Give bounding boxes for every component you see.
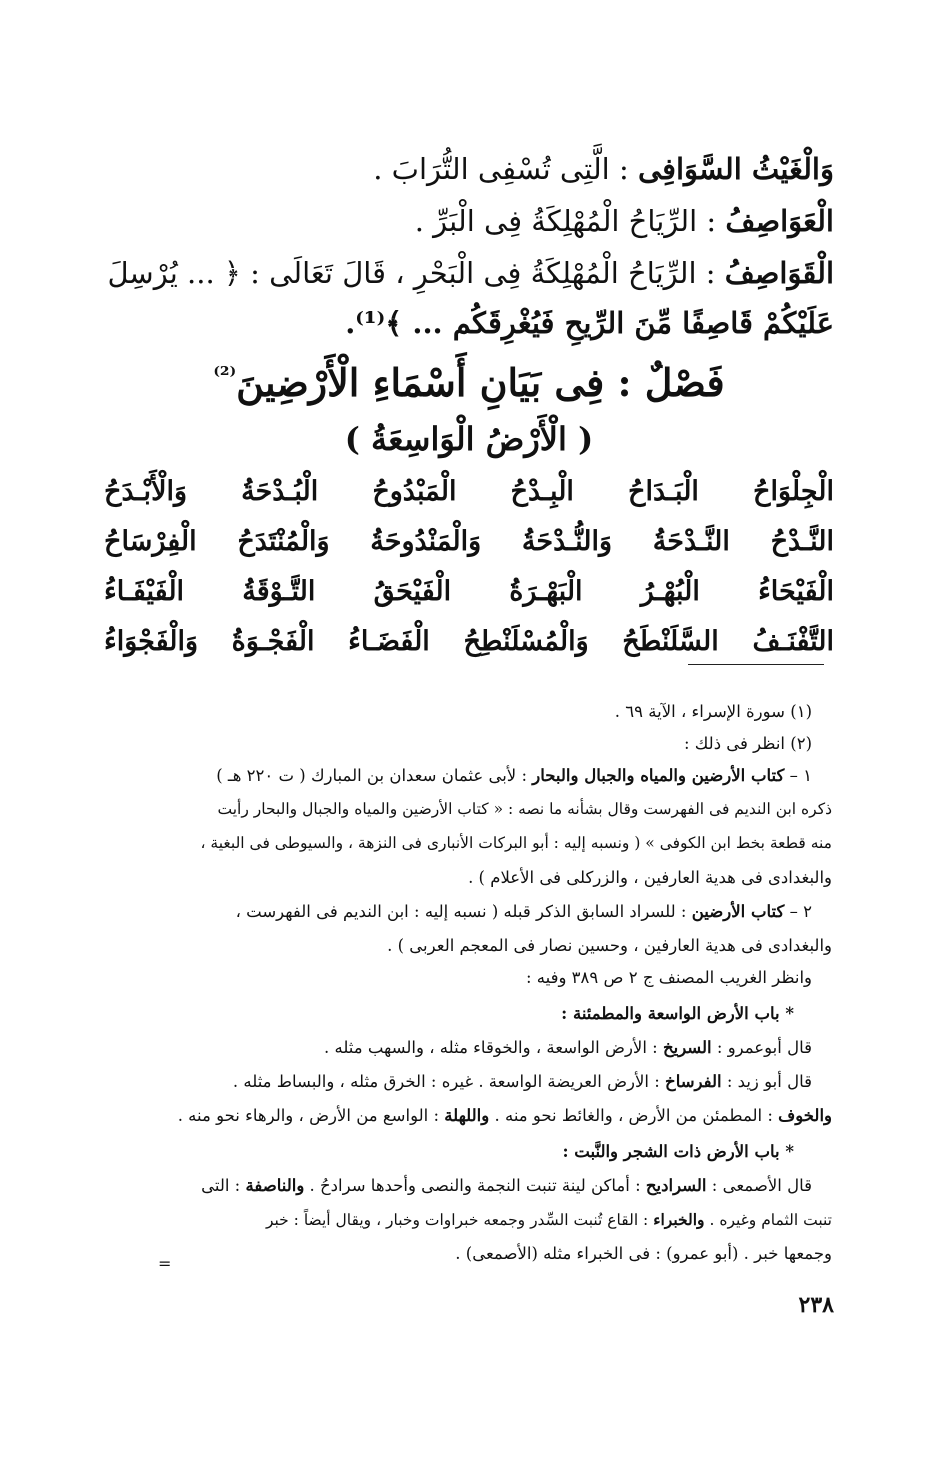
grid-word: وَالْمَنْدُوحَةُ — [370, 525, 482, 557]
quote-text: : التى — [201, 1176, 246, 1195]
footnote-text-line: والبغدادى فى هدية العارفين ، وحسين نصار فى المعجم العربى ) . — [387, 936, 832, 955]
grid-word: التَّفْنَـفُ — [752, 625, 834, 657]
word-grid-row — [104, 466, 834, 516]
grid-word: الْفِرْسَاحُ — [104, 525, 197, 557]
section-subtitle: ( الْأَرْضُ الْوَاسِعَةُ ) — [344, 420, 594, 458]
grid-word: الْمَبْدُوحُ — [372, 475, 457, 507]
quote-line — [106, 1072, 812, 1091]
quote-text: : الأرض الواسعة ، والخوقاء مثله ، والسهب مثله . — [324, 1038, 663, 1057]
grid-word: وَالْأَبْـدَحُ — [104, 475, 188, 507]
quote-source: قال الأصمعى : — [706, 1176, 812, 1195]
quote-source: قال أبو زيد : — [721, 1072, 812, 1091]
quote-term: والخبراء — [653, 1210, 705, 1229]
grid-word: الْبَهْـرَةُ — [509, 575, 583, 607]
entry-definition: : الرِّيَاحُ الْمُهْلِكَةُ فِى الْبَحْرِ ، قَالَ تَعَالَى : ﴿ ... يُرْسِلَ — [107, 256, 725, 290]
item-text: : لأبى عثمان سعدان بن المبارك ( ت ٢٢٠ هـ ) — [216, 766, 533, 785]
entry-line-2 — [104, 204, 834, 238]
entry-term: وَالْغَيْثُ السَّوَافِى — [637, 152, 834, 186]
quote-text: : القاع تُنبت السِّدر وجمعه خبراوات وخبار ، ويقال أيضاً : خبر — [265, 1211, 654, 1229]
book-title: كتاب الأرضين والمياه والجبال والبحار — [532, 766, 785, 785]
grid-word: الْفَيْحَاءُ — [758, 575, 834, 607]
quote-line — [106, 1106, 832, 1125]
quote-line: وجمعها خبر . (أبو عمرو) : فى الخبراء مثله (الأصمعى) . — [455, 1244, 832, 1263]
entry-line-3 — [104, 256, 834, 290]
grid-word: النَّـدْحَةُ — [652, 525, 730, 557]
book-title: كتاب الأرضين — [691, 902, 785, 921]
entry-term: الْقَوَاصِفُ — [724, 256, 834, 290]
chapter-heading: * باب الأرض ذات الشجر والنَّبت : — [562, 1142, 794, 1161]
quote-term: واللهلة — [444, 1106, 490, 1125]
section-title — [104, 360, 834, 405]
grid-word: الْجِلْوَاحُ — [753, 475, 834, 507]
item-number: ٢ – — [784, 902, 812, 921]
item-text: : للسراد السابق الذكر قبله ( نسبه إليه : ابن النديم فى الفهرست ، — [235, 902, 692, 921]
item-number: ١ – — [784, 766, 812, 785]
grid-word: الْفَجْـوَةُ — [231, 625, 315, 657]
grid-word: الْبُهْـرُ — [640, 575, 700, 607]
grid-word: الْفَضَـاءُ — [348, 625, 430, 657]
quote-term: السراديح — [645, 1176, 707, 1195]
section-title-text: فَصْلٌ : فِى بَيَانِ أَسْمَاءِ الْأَرْضِينَ — [236, 360, 725, 405]
quote-text: : أماكن لينة تنبت النجمة والنصى وأحدها سرادحُ . — [304, 1176, 646, 1195]
page-number: ٢٣٨ — [798, 1292, 834, 1318]
entry-line-4: عَلَيْكُمْ قَاصِفًا مِّنَ الرِّيحِ فَيُغْرِقَكُم ... ﴾⁽¹⁾. — [345, 306, 834, 340]
entry-line-1 — [104, 152, 834, 186]
quote-text: : الأرض العريضة الواسعة . غيره : الخرق مثله ، والبساط مثله . — [232, 1072, 666, 1091]
footnote-text-line: والبغدادى فى هدية العارفين ، والزركلى فى الأعلام ) . — [468, 868, 832, 887]
entry-definition: : الَّتِى تُسْفِى التُّرَابَ . — [373, 152, 638, 186]
footnote-2: (٢) انظر فى ذلك : — [683, 734, 812, 753]
quote-text: تنبت الثمام وغيره . — [704, 1211, 832, 1229]
quote-term: والخوف — [778, 1106, 832, 1125]
quote-line — [106, 1176, 812, 1195]
quote-text: : الواسع من الأرض ، والرهاء نحو منه . — [177, 1106, 445, 1125]
word-grid-row — [104, 566, 834, 616]
footnote-see-also: وانظر الغريب المصنف ج ٢ ص ٣٨٩ وفيه : — [525, 968, 812, 987]
grid-word: الْبَـدَاحُ — [628, 475, 699, 507]
grid-word: وَالْمُسْلَنْطِحُ — [463, 625, 589, 657]
quote-term: الفرساخ — [665, 1072, 722, 1091]
grid-word: السَّلَنْطَحُ — [622, 625, 719, 657]
grid-word: وَالْمُنْتَدَحُ — [237, 525, 330, 557]
grid-word: وَالنُّـدْحَةُ — [521, 525, 613, 557]
quote-term: السريخ — [662, 1038, 712, 1057]
grid-word: الْبِـدْحُ — [510, 475, 574, 507]
entry-definition: : الرِّيَاحُ الْمُهْلِكَةُ فِى الْبَرِّ . — [414, 204, 726, 238]
grid-word: الْفَيْفَـاءُ — [104, 575, 185, 607]
footnote-item-1 — [106, 766, 812, 785]
grid-word: التَّـوْقَةُ — [242, 575, 316, 607]
entry-term: الْعَوَاصِفُ — [725, 204, 834, 238]
quote-term: والناصفة — [245, 1176, 305, 1195]
quote-text: : المطمئن من الأرض ، والغائط نحو منه . — [489, 1106, 779, 1125]
grid-word: وَالْفَجْوَاءُ — [104, 625, 198, 657]
footnote-item-2 — [106, 902, 812, 921]
continuation-mark: = — [158, 1254, 172, 1273]
footnote-1: (١) سورة الإسراء ، الآية ٦٩ . — [614, 702, 812, 721]
section-title-note: ⁽²⁾ — [213, 362, 237, 389]
word-grid-row — [104, 616, 834, 666]
footnote-text-line: منه قطعة بخط ابن الكوفى » ( ونسبه إليه : أبو البركات الأنبارى فى النزهة ، والسيوطى فى البغية ، — [200, 834, 832, 852]
quote-line — [106, 1210, 832, 1229]
quote-line — [106, 1038, 812, 1057]
footnote-separator — [688, 664, 824, 665]
quote-source: قال أبوعمرو : — [711, 1038, 812, 1057]
grid-word: الْبُـدْحَةُ — [241, 475, 319, 507]
chapter-heading: * باب الأرض الواسعة والمطمئنة : — [561, 1004, 794, 1023]
word-grid-row — [104, 516, 834, 566]
grid-word: الْفَيْحَقُ — [373, 575, 452, 607]
footnote-text-line: ذكره ابن النديم فى الفهرست وقال بشأنه ما نصه : « كتاب الأرضين والمياه والجبال والبحار رأيت — [217, 800, 832, 818]
grid-word: النَّـدْحُ — [770, 525, 834, 557]
